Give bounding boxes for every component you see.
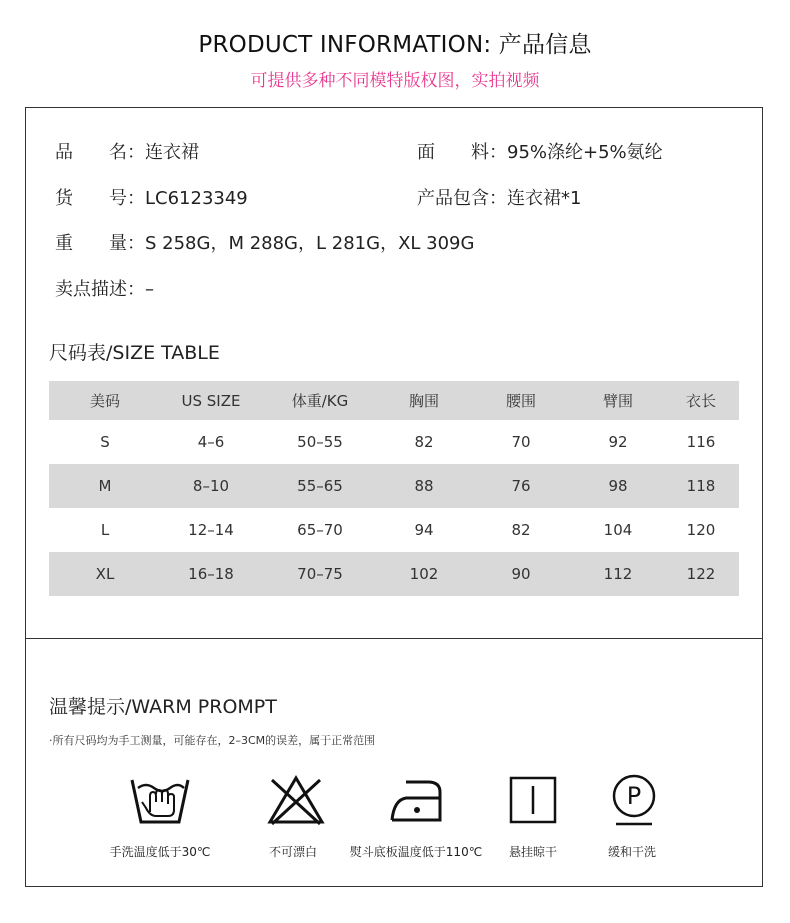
table-cell: 8–10	[161, 464, 261, 508]
table-cell: 12–14	[188, 521, 234, 539]
table-cell: 88	[379, 464, 469, 508]
info-name-value: 连衣裙	[145, 142, 199, 163]
table-cell: 70	[511, 433, 531, 451]
table-cell: XL	[49, 552, 161, 596]
col-header: 腰围	[469, 381, 573, 420]
table-row	[49, 420, 739, 464]
care-label-hand-wash: 手洗温度低于30℃	[109, 845, 211, 859]
size-table-title: 尺码表/SIZE TABLE	[49, 342, 220, 364]
col-header: US SIZE	[161, 381, 261, 420]
table-row	[49, 508, 739, 552]
table-cell: 98	[573, 464, 663, 508]
table-cell: 16–18	[161, 552, 261, 596]
table-cell: 102	[379, 552, 469, 596]
size-table-header	[49, 381, 739, 420]
table-cell: 82	[511, 521, 531, 539]
table-cell: 92	[608, 433, 628, 451]
info-code	[55, 184, 248, 210]
care-label-hang-dry: 悬挂晾干	[508, 845, 557, 859]
info-fabric-value: 95%涤纶+5%氨纶	[507, 142, 663, 163]
table-cell: 122	[663, 552, 739, 596]
table-cell: 112	[573, 552, 663, 596]
info-selling	[55, 275, 154, 301]
info-name	[55, 138, 199, 164]
section-divider	[25, 638, 763, 639]
svg-text:P: P	[626, 782, 642, 810]
table-cell: 4–6	[197, 433, 225, 451]
table-cell: L	[100, 521, 110, 539]
info-contents	[417, 184, 581, 210]
table-cell: 118	[663, 464, 739, 508]
hand-wash-icon	[100, 772, 220, 828]
table-cell: 82	[414, 433, 434, 451]
col-header: 美码	[49, 381, 161, 420]
table-cell: 65–70	[297, 521, 343, 539]
info-fabric-label: 面 料：	[417, 142, 507, 163]
info-weight-value: S 258G，M 288G，L 281G，XL 309G	[145, 233, 475, 254]
page-title: PRODUCT INFORMATION: 产品信息	[198, 32, 592, 58]
table-cell: 76	[469, 464, 573, 508]
info-contents-value: 连衣裙*1	[507, 188, 582, 209]
info-selling-label: 卖点描述：	[55, 279, 145, 300]
no-bleach-icon	[236, 772, 356, 828]
table-cell: M	[49, 464, 161, 508]
prompt-title: 温馨提示/WARM PROMPT	[49, 696, 277, 718]
table-cell: S	[100, 433, 110, 451]
table-cell: 90	[469, 552, 573, 596]
table-cell: 120	[686, 521, 716, 539]
table-cell: 104	[603, 521, 633, 539]
col-header: 臂围	[573, 381, 663, 420]
iron-low-icon	[356, 772, 476, 828]
col-header: 衣长	[663, 381, 739, 420]
care-label-no-bleach: 不可漂白	[268, 845, 317, 859]
care-label-dry-clean: 缓和干洗	[607, 845, 656, 859]
measurement-note: ·所有尺码均为手工测量，可能存在，2–3CM的误差，属于正常范围	[49, 734, 376, 747]
info-selling-value: –	[145, 279, 154, 300]
info-fabric	[417, 138, 663, 164]
dry-clean-p-icon	[574, 772, 694, 828]
table-cell: 94	[414, 521, 434, 539]
col-header: 体重/KG	[261, 381, 379, 420]
col-header: 胸围	[379, 381, 469, 420]
info-weight	[55, 229, 474, 255]
table-row	[49, 464, 739, 508]
info-weight-label: 重 量：	[55, 233, 145, 254]
info-code-label: 货 号：	[55, 188, 145, 209]
table-cell: 70–75	[261, 552, 379, 596]
table-cell: 116	[686, 433, 716, 451]
table-row	[49, 552, 739, 596]
size-table	[49, 381, 739, 596]
care-label-iron: 熨斗底板温度低于110℃	[349, 845, 483, 859]
info-contents-label: 产品包含：	[417, 188, 507, 209]
table-cell: 50–55	[297, 433, 343, 451]
table-cell: 55–65	[261, 464, 379, 508]
info-code-value: LC6123349	[145, 188, 248, 209]
info-name-label: 品 名：	[55, 142, 145, 163]
page-subtitle: 可提供多种不同模特版权图，实拍视频	[250, 71, 540, 91]
